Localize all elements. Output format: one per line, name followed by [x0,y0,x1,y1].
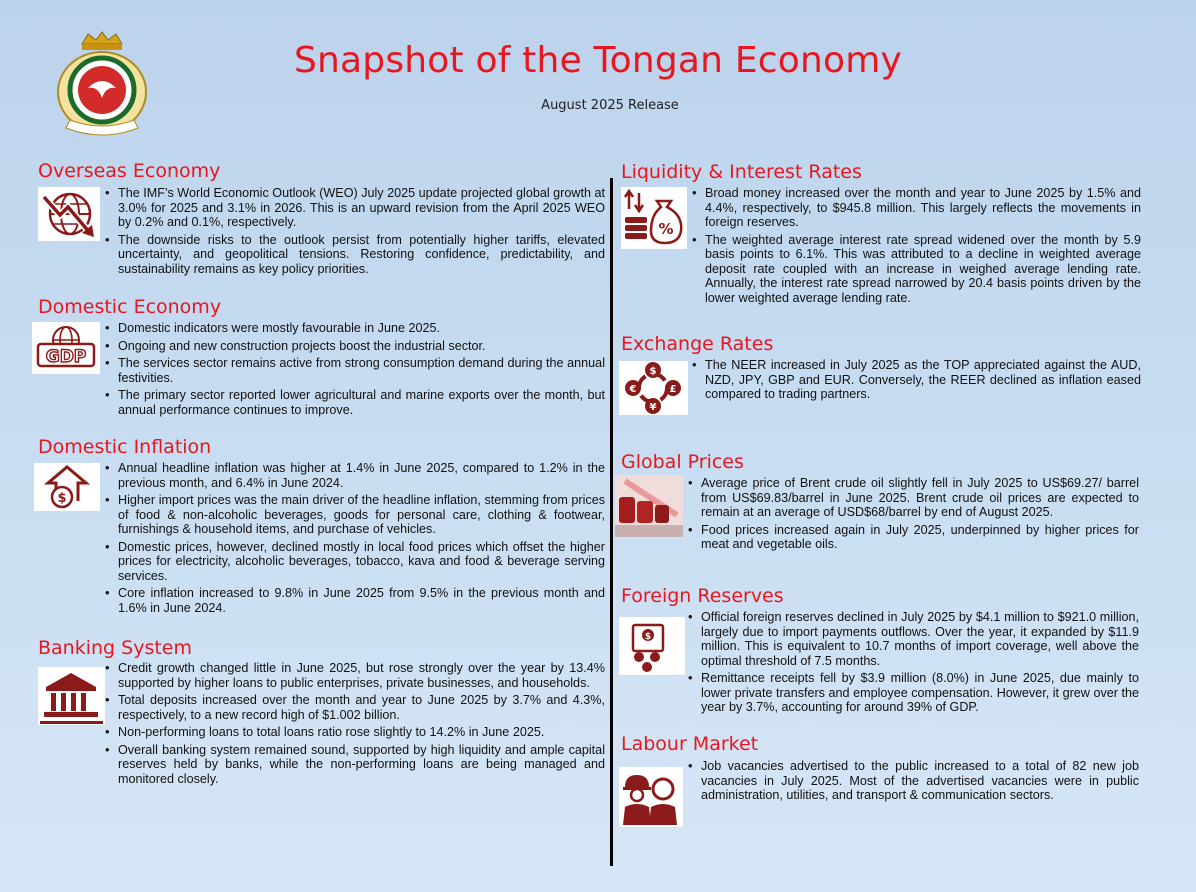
svg-text:$: $ [644,632,652,642]
currency-exchange-icon [619,361,688,415]
money-bag-percent-icon [621,187,687,249]
list-item: • Credit growth changed little in June 2025, but rose strongly over the year by 13.4% supported by higher loans to public enterprises, private businesses, and households. [104,661,605,690]
svg-text:%: % [658,220,674,238]
bullet-list [104,661,605,789]
svg-text:$: $ [649,366,657,377]
section-title: Foreign Reserves [621,585,784,607]
list-item: • The IMF’s World Economic Outlook (WEO) July 2025 update projected global growth at 3.0% for 2025 and 3.1% in 2026. This is an upward revision from the April 2025 WEO by 0.2% and 0.1%, respectively. [104,186,605,230]
page-title: Snapshot of the Tongan Economy [293,40,903,81]
list-item: • Higher import prices was the main driver of the headline inflation, stemming from prices of food & non-alcoholic beverages, goods for personal care, clothing & footwear, furnishings & household items, and purchase of vehicles. [104,493,605,537]
section-global-prices [621,451,1146,551]
list-item: • Domestic prices, however, declined mostly in local food prices which offset the higher prices for electricity, alcoholic beverages, tobacco, kava and food & beverage serving services. [104,540,605,584]
section-title: Domestic Economy [38,296,222,318]
list-item: • Food prices increased again in July 2025, underpinned by higher prices for meat and vegetable oils. [687,523,1139,552]
section-banking-system [38,637,608,786]
gdp-text: GDP [45,347,87,367]
svg-text:€: € [629,384,637,395]
workers-icon [619,767,683,827]
section-title: Labour Market [621,733,759,755]
rising-price-dollar-icon [34,463,100,511]
list-item: • Ongoing and new construction projects boost the industrial sector. [104,339,605,354]
section-title: Global Prices [621,451,744,473]
list-item: • Official foreign reserves declined in July 2025 by $4.1 million to $921.0 million, largely due to import payments outflows. Over the year, it expanded by $11.9 million. This is equivalent to 10.7 months of import coverage, well above the optimal threshold of 7.5 months. [687,610,1139,668]
svg-text:¥: ¥ [649,402,657,413]
svg-text:£: £ [669,384,677,395]
section-title: Domestic Inflation [38,436,212,458]
bullet-list [687,610,1139,718]
column-divider [610,178,613,866]
list-item: • Average price of Brent crude oil slightly fell in July 2025 to US$69.27/ barrel from US$69.83/barrel in June 2025. Brent crude oil prices are expected to remain at an average of USD$68/barrel by end of August 2025. [687,476,1139,520]
list-item: • The primary sector reported lower agricultural and marine exports over the month, but annual performance continues to improve. [104,388,605,417]
bullet-list [691,186,1141,308]
bullet-list [691,358,1141,405]
section-domestic-inflation [38,436,608,615]
section-overseas-economy [38,160,608,276]
section-title: Banking System [38,637,192,659]
gdp-globe-icon [32,322,100,374]
list-item: • Domestic indicators were mostly favourable in June 2025. [104,321,605,336]
list-item: • The weighted average interest rate spread widened over the month by 5.9 basis points to 6.1%. This was attributed to a decline in weighted average deposit rate coupled with an increase in weighed average lending rate. Annually, the interest rate spread narrowed by 20.4 basis points driven by the lower weighted average lending rate. [691,233,1141,306]
section-foreign-reserves [621,585,1146,714]
section-title: Overseas Economy [38,160,221,182]
list-item: • The NEER increased in July 2025 as the TOP appreciated against the AUD, NZD, JPY, GBP and EUR. Conversely, the REER declined as inflation eased compared to trading partners. [691,358,1141,402]
bank-building-icon [38,667,105,725]
section-labour-market [621,733,1146,802]
list-item: • Annual headline inflation was higher at 1.4% in June 2025, compared to 1.2% in the previous month, and 6.4% in June 2024. [104,461,605,490]
bullet-list [104,186,605,279]
list-item: • Non-performing loans to total loans ratio rose slightly to 14.2% in June 2025. [104,725,605,740]
bullet-list [104,461,605,618]
list-item: • Remittance receipts fell by $3.9 million (8.0%) in June 2025, due mainly to lower private transfers and employee compensation. However, it grew over the year by 3.7%, accounting for around 39% of GDP. [687,671,1139,715]
foreign-reserves-coins-icon [619,617,685,675]
bullet-list [104,321,605,420]
list-item: • Overall banking system remained sound, supported by high liquidity and ample capital reserves held by banks, while the non-performing loans are being managed and monitored closely. [104,743,605,787]
list-item: • Broad money increased over the month and year to June 2025 by 1.5% and 4.4%, respectively, to $945.8 million. This largely reflects the movements in foreign reserves. [691,186,1141,230]
bullet-list [687,476,1139,555]
section-domestic-economy [38,296,608,417]
bullet-list [687,759,1139,806]
globe-decline-arrow-icon [38,187,100,241]
release-date: August 2025 Release [541,98,679,113]
section-exchange-rates [621,333,1146,413]
oil-barrels-decline-icon [615,475,683,537]
list-item: • Core inflation increased to 9.8% in June 2025 from 9.5% in the previous month and 1.6% in June 2024. [104,586,605,615]
list-item: • The downside risks to the outlook persist from potentially higher tariffs, elevated uncertainty, and geopolitical tensions. Restoring confidence, predictability, and sustainability remains as key policy priorities. [104,233,605,277]
list-item: • Job vacancies advertised to the public increased to a total of 82 new job vacancies in July 2025. Most of the advertised vacancies were in public administration, utilities, and transport & communication sectors. [687,759,1139,803]
section-liquidity-interest-rates [621,161,1146,305]
section-title: Liquidity & Interest Rates [621,161,862,183]
section-title: Exchange Rates [621,333,774,355]
list-item: • The services sector remains active from strong consumption demand during the annual festivities. [104,356,605,385]
svg-text:$: $ [57,491,67,506]
list-item: • Total deposits increased over the month and year to June 2025 by 3.7% and 4.3%, respectively, to a new record high of $1.002 billion. [104,693,605,722]
